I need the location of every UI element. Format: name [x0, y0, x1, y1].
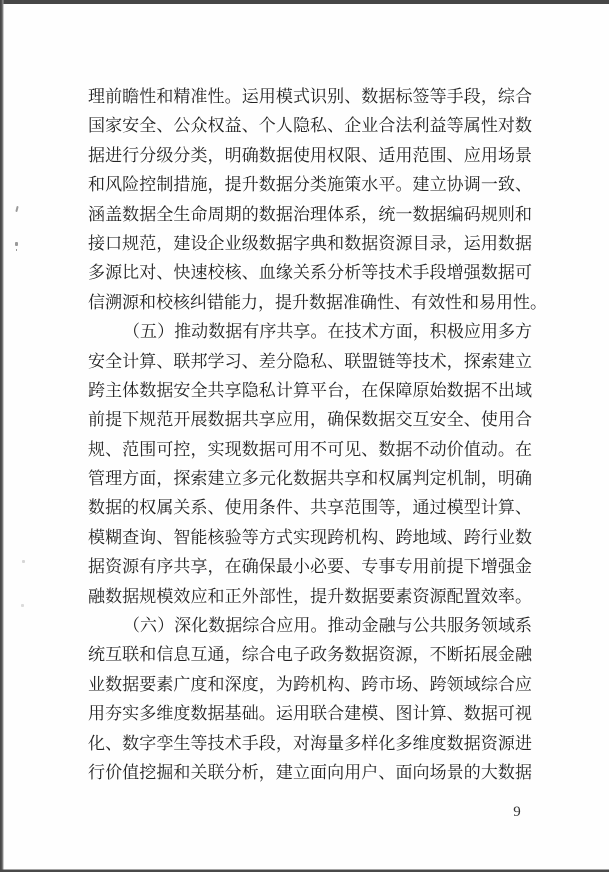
text-line: 融数据规模效应和正外部性，提升数据要素资源配置效率。 [88, 586, 532, 606]
text-line: 和风险控制措施，提升数据分类施策水平。建立协调一致、 [88, 175, 532, 195]
scan-artifact [15, 242, 18, 246]
text-line: 统互联和信息互通，综合电子政务数据资源，不断拓展金融 [88, 645, 532, 665]
text-line: 据资源有序共享，在确保最小必要、专事专用前提下增强金 [88, 557, 532, 577]
text-line: 业数据要素广度和深度，为跨机构、跨市场、跨领域综合应 [88, 674, 532, 694]
text-line: 涵盖数据全生命周期的数据治理体系，统一数据编码规则和 [88, 204, 532, 224]
text-line: 数据的权属关系、使用条件、共享范围等，通过模型计算、 [88, 498, 532, 518]
text-line: 国家安全、公众权益、个人隐私、企业合法利益等属性对数 [88, 116, 532, 136]
text-line: 据进行分级分类，明确数据使用权限、适用范围、应用场景 [88, 145, 532, 165]
scan-artifact [15, 206, 18, 212]
text-line: 用夯实多维度数据基础。运用联合建模、图计算、数据可视 [88, 704, 532, 724]
text-line: 模糊查询、智能核验等方式实现跨机构、跨地域、跨行业数 [88, 527, 532, 547]
text-line: 规、范围可控，实现数据可用不可见、数据不动价值动。在 [88, 439, 532, 459]
scan-artifact [21, 604, 24, 607]
text-line: 信溯源和校核纠错能力，提升数据准确性、有效性和易用性。 [88, 292, 547, 312]
text-line: 安全计算、联邦学习、差分隐私、联盟链等技术，探索建立 [88, 351, 532, 371]
scan-edge-left [0, 0, 4, 872]
text-line: 行价值挖掘和关联分析，建立面向用户、面向场景的大数据 [88, 762, 532, 782]
document-text [88, 82, 547, 787]
text-line: 多源比对、快速校核、血缘关系分析等技术手段增强数据可 [88, 263, 532, 283]
scan-edge-top [0, 0, 609, 4]
text-line: 跨主体数据安全共享隐私计算平台，在保障原始数据不出域 [88, 380, 532, 400]
text-line: 接口规范，建设企业级数据字典和数据资源目录，运用数据 [88, 233, 532, 253]
page-number: 9 [513, 804, 521, 820]
text-line: 化、数字孪生等技术手段，对海量多样化多维度数据资源进 [88, 733, 532, 753]
scan-artifact [22, 560, 25, 563]
text-line: （五）推动数据有序共享。在技术方面，积极应用多方 [123, 322, 532, 342]
text-line: 前提下规范开展数据共享应用，确保数据交互安全、使用合 [88, 410, 532, 430]
text-line: 理前瞻性和精准性。运用模式识别、数据标签等手段，综合 [88, 87, 532, 106]
text-line: 管理方面，探索建立多元化数据共享和权属判定机制，明确 [88, 469, 532, 489]
text-line: （六）深化数据综合应用。推动金融与公共服务领域系 [123, 616, 532, 636]
